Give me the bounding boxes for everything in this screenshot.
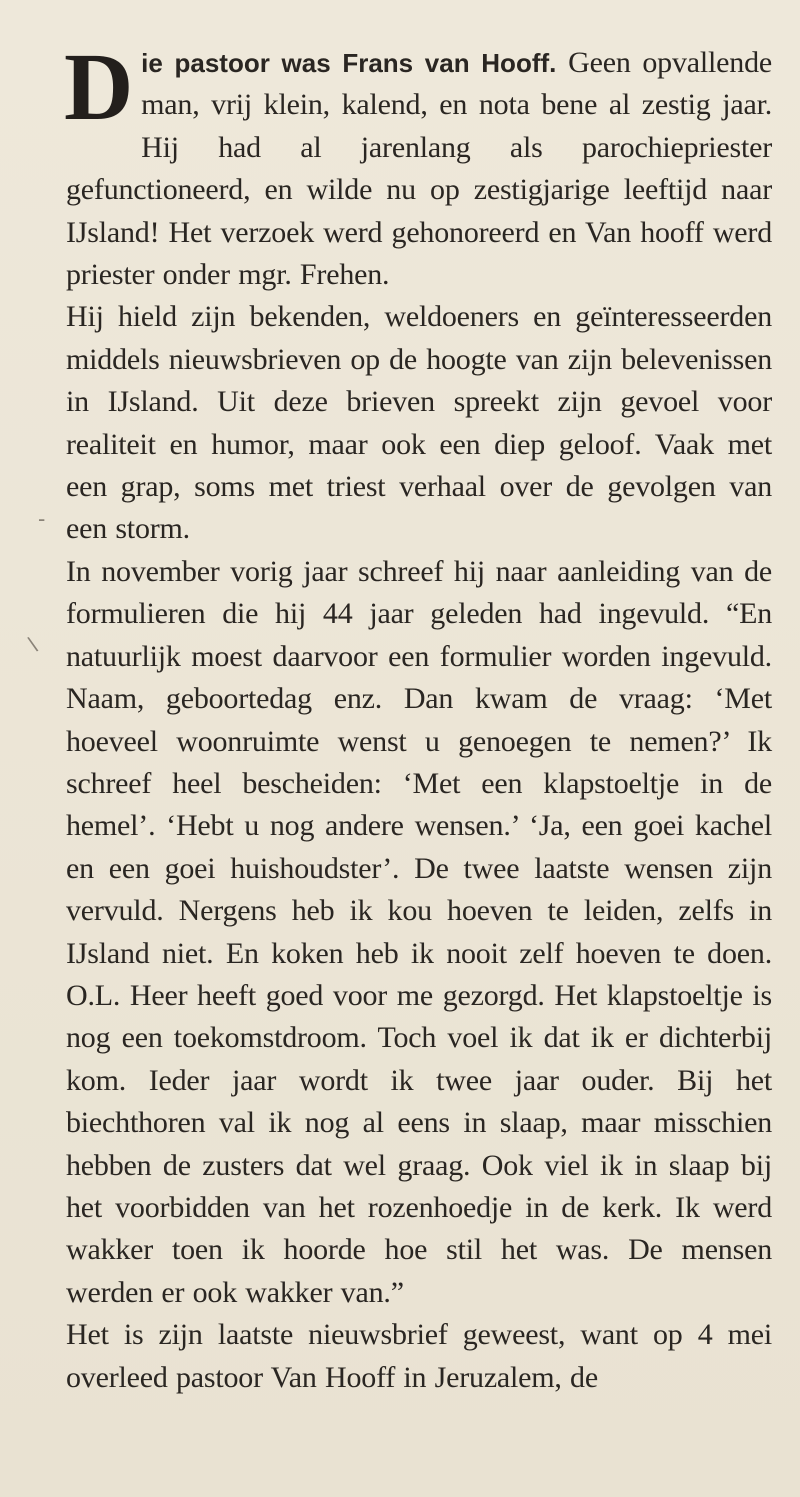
paragraph-2: Hij hield zijn bekenden, weldoeners en geïnteresseerden middels nieuwsbrieven op de hoogte van zijn belevenissen in IJsland. Uit deze brieven spreekt zijn gevoel voor realiteit en humor, maar ook een diep geloof. Vaak met een grap, soms met triest verhaal over de gevolgen van een storm. — [66, 300, 772, 546]
margin-mark-slash: \ — [25, 631, 41, 658]
paragraph-1-text: Geen opvallende man, vrij klein, kalend, en nota bene al zestig jaar. Hij had al jarenlang als parochiepriester gefunctioneerd, en wilde nu op zestigjarige leeftijd naar IJsland! Het verzoek werd gehonoreerd en Van hooff werd priester onder mgr. Frehen. — [66, 46, 772, 292]
paragraph-1 — [64, 33, 772, 296]
article-body — [64, 33, 772, 1399]
margin-mark-dash: - — [38, 506, 46, 531]
paragraph-4: Het is zijn laatste nieuwsbrief geweest, want op 4 mei overleed pastoor Van Hooff in Jeruzalem, de — [66, 1318, 772, 1394]
lead-sentence: ie pastoor was Frans van Hooff. — [141, 48, 557, 78]
paragraph-3: In november vorig jaar schreef hij naar aanleiding van de formulieren die hij 44 jaar geleden had ingevuld. “En natuurlijk moest daarvoor een formulier worden ingevuld. Naam, geboortedag enz. Dan kwam de vraag: ‘Met hoeveel woonruimte wenst u genoegen te nemen?’ Ik schreef heel bescheiden: ‘Met een klapstoeltje in de hemel’. ‘Hebt u nog andere wensen.’ ‘Ja, een goei kachel en een goei huishoudster’. De twee laatste wensen zijn vervuld. Nergens heb ik kou hoeven te leiden, zelfs in IJsland niet. En koken heb ik nooit zelf hoeven te doen. O.L. Heer heeft goed voor me gezorgd. Het klapstoeltje is nog een toekomstdroom. Toch voel ik dat ik er dichterbij kom. Ieder jaar wordt ik twee jaar ouder. Bij het biechthoren val ik nog al eens in slaap, maar misschien hebben de zusters dat wel graag. Ook viel ik in slaap bij het voorbidden van het rozenhoedje in de kerk. Ik werd wakker toen ik hoorde hoe stil het was. De mensen werden er ook wakker van.” — [66, 554, 772, 1309]
drop-cap: D — [64, 33, 134, 140]
